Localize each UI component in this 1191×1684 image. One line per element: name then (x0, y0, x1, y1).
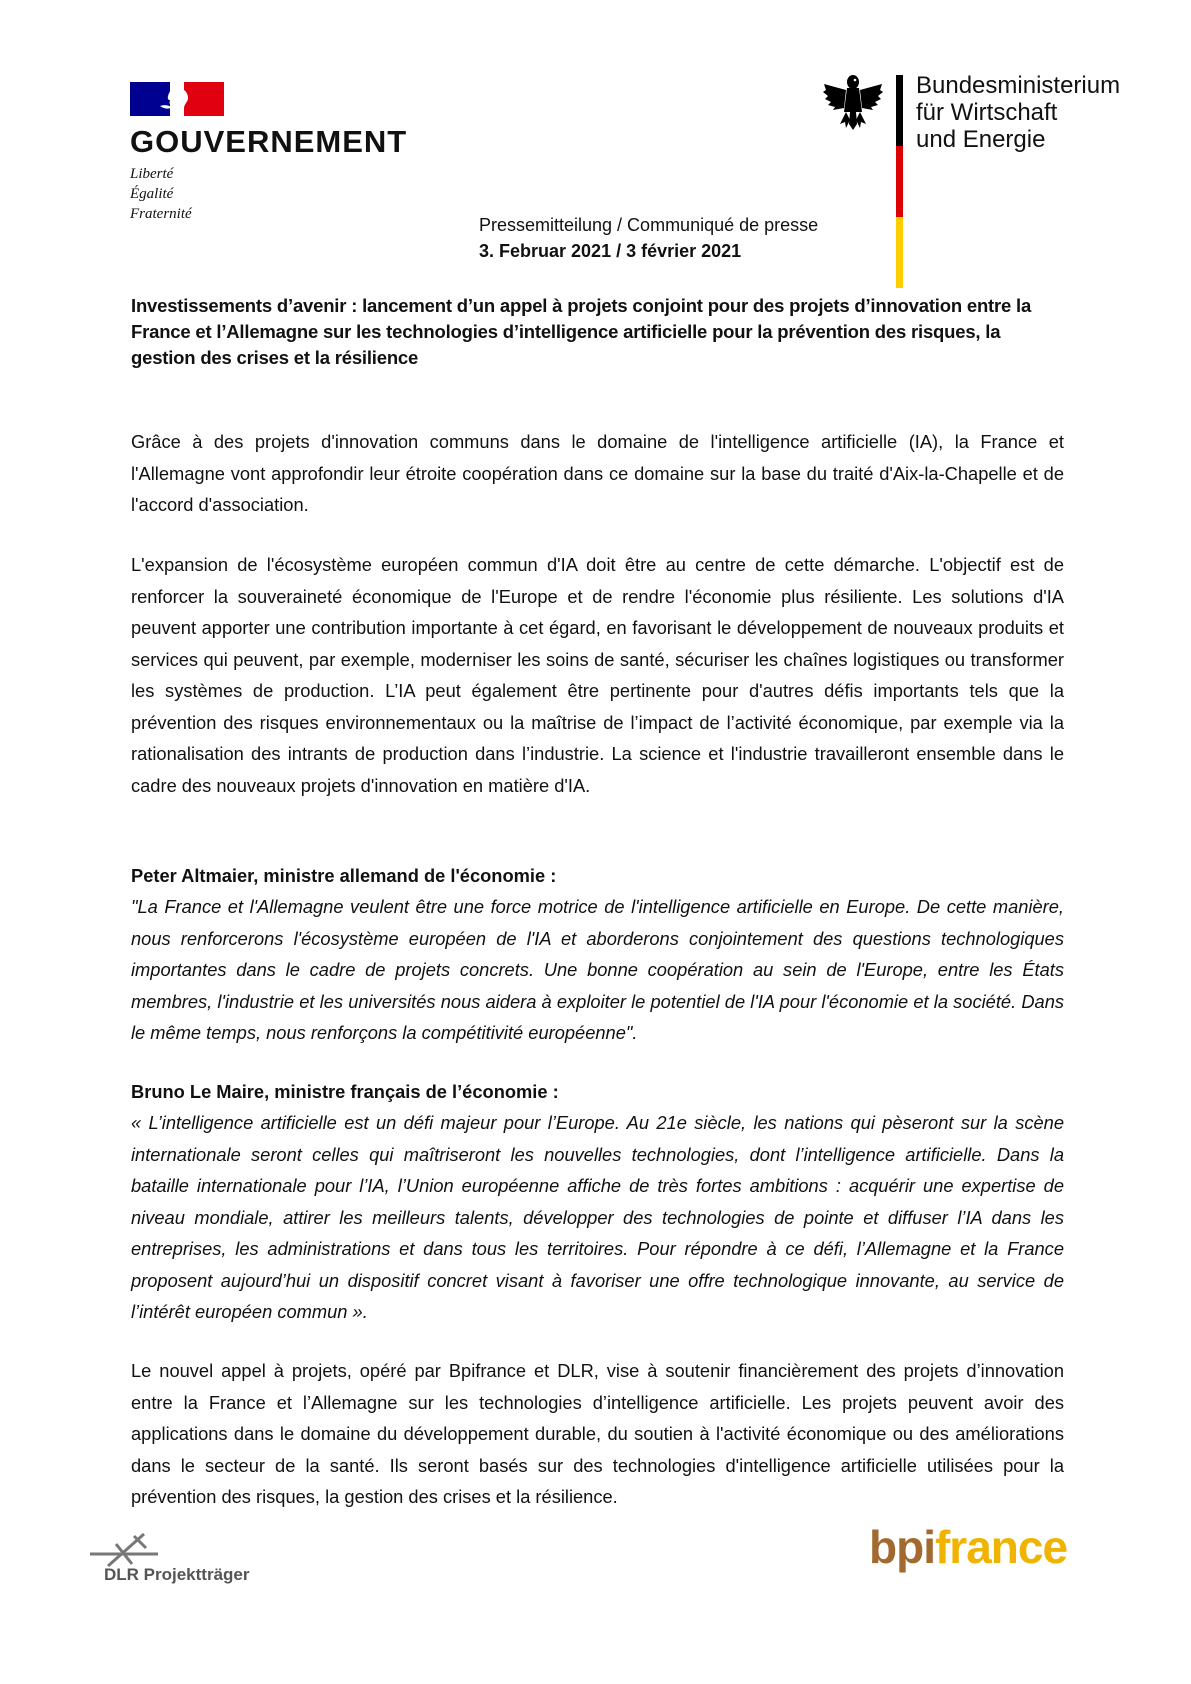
german-flag-bar (896, 75, 903, 288)
body-paragraph-3: Le nouvel appel à projets, opéré par Bpifrance et DLR, vise à soutenir financièrement des projets d’innovation entre la France et l’Allemagne sur les technologies d’intelligence artificielle. Les projets peuvent avoir des applications dans le domaine du développement durable, du soutien à l'activité économique ou des améliorations dans le secteur de la santé. Ils seront basés sur des technologies d'intelligence artificielle utilisées pour la prévention des risques, la gestion des crises et la résilience. (131, 1360, 1064, 1507)
quote-altmaier: "La France et l'Allemagne veulent être une force motrice de l'intelligence artificielle en Europe. De cette manière, nous renforcerons l'écosystème européen de l'IA et aborderons conjointement des questions technologiques importantes dans le cadre de projets concrets. Une bonne coopération au sein de l'Europe, entre les États membres, l'industrie et les universités nous aidera à exploiter le potentiel de l'IA pour l'économie et la société. Dans le même temps, nous renforçons la compétitivité européenne". (131, 896, 1064, 1043)
bpifrance-logo-part-bpi: bpi (869, 1521, 935, 1573)
press-release-type: Pressemitteilung / Communiqué de presse (479, 215, 819, 235)
body-paragraph-2: L'expansion de l'écosystème européen commun d'IA doit être au centre de cette démarche. L'objectif est de renforcer la souveraineté économique de l'Europe et de rendre l'économie plus résiliente. Les solutions d'IA peuvent apporter une contribution importante à cet égard, en favorisant le développement de nouveaux produits et services qui peuvent, par exemple, moderniser les soins de santé, sécuriser les chaînes logistiques ou transformer les systèmes de production. L’IA peut également être pertinente pour d'autres défis importants tels que la prévention des risques environnementaux ou la maîtrise de l’impact de l’activité économique, par exemple via la rationalisation des intrants de production dans l’industrie. La science et l'industrie travailleront ensemble dans le cadre des nouveaux projets d'innovation en matière d'IA. (131, 554, 1064, 796)
bpifrance-logo-part-france: france (934, 1521, 1068, 1573)
dlr-logo-text: DLR Projektträger (104, 1565, 250, 1584)
french-government-logo (130, 82, 430, 224)
motto-egalite: Égalité (130, 186, 174, 202)
body-paragraph-1: Grâce à des projets d'innovation communs dans le domaine de l'intelligence artificielle (IA), la France et l'Allemagne vont approfondir leur étroite coopération dans ce domaine sur la base du traité d'Aix-la-Chapelle et de l'accord d'association. (131, 431, 1064, 515)
german-ministry-name (916, 72, 1176, 153)
federal-eagle-icon (822, 68, 884, 134)
french-government-title: GOUVERNEMENT (130, 124, 408, 159)
bpifrance-logo (869, 1520, 1067, 1574)
ministry-line-3: und Energie (916, 126, 1046, 153)
french-flag-marianne-icon (130, 82, 224, 116)
dlr-mark-icon (86, 1530, 166, 1570)
ministry-line-1: Bundesministerium (916, 72, 1121, 99)
quote-speaker-le-maire: Bruno Le Maire, ministre français de l’économie : (131, 1081, 559, 1102)
dlr-logo (86, 1530, 286, 1590)
quote-le-maire: « L’intelligence artificielle est un défi majeur pour l’Europe. Au 21e siècle, les nations qui pèseront sur la scène internationale seront celles qui maîtriseront les nouvelles technologies, dont l’intelligence artificielle. Dans la bataille internationale pour l’IA, l’Union européenne affiche de très fortes ambitions : acquérir une expertise de niveau mondiale, attirer les meilleurs talents, développer des technologies de pointe et diffuser l’IA dans les entreprises, les administrations et dans tous les territoires. Pour répondre à ce défi, l’Allemagne et la France proposent aujourd’hui un dispositif concret visant à favoriser une offre technologique innovante, au service de l’intérêt européen commun ». (131, 1112, 1064, 1322)
quote-speaker-altmaier: Peter Altmaier, ministre allemand de l'économie : (131, 865, 557, 886)
headline: Investissements d’avenir : lancement d’un appel à projets conjoint pour des projets d’innovation entre la France et l’Allemagne sur les technologies d’intelligence artificielle pour la prévention des risques, la gestion des crises et la résilience (131, 295, 1032, 368)
marianne-icon (158, 84, 196, 116)
motto-fraternite: Fraternité (130, 206, 192, 222)
french-motto (130, 164, 430, 224)
press-release-date: 3. Februar 2021 / 3 février 2021 (479, 241, 742, 261)
motto-liberte: Liberté (130, 166, 174, 182)
ministry-line-2: für Wirtschaft (916, 99, 1058, 126)
